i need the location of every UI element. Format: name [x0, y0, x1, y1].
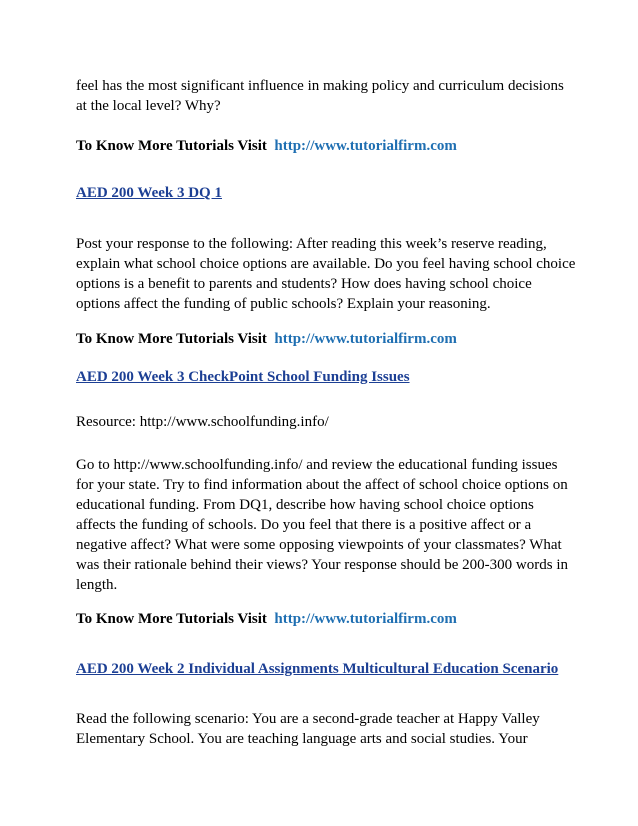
section-heading-link[interactable]: AED 200 Week 3 DQ 1	[76, 185, 222, 201]
resource-paragraph	[76, 412, 576, 432]
promo-prefix: To Know More Tutorials Visit	[76, 611, 267, 627]
text-line: Post your response to the following: After reading this week’s reserve reading,	[76, 236, 547, 252]
promo-prefix: To Know More Tutorials Visit	[76, 138, 267, 154]
section-paragraph	[76, 709, 576, 749]
section-heading-multicultural[interactable]	[76, 659, 576, 679]
section-paragraph	[76, 455, 576, 595]
text-line: feel has the most significant influence in making policy and curriculum decisions	[76, 78, 564, 94]
promo-line	[76, 329, 576, 349]
promo-prefix: To Know More Tutorials Visit	[76, 331, 267, 347]
section-heading-link[interactable]: AED 200 Week 3 CheckPoint School Funding Issues	[76, 369, 410, 385]
text-line: explain what school choice options are available. Do you feel having school choice	[76, 256, 576, 272]
text-line: options is a benefit to parents and students? How does having school choice	[76, 276, 532, 292]
text-line: at the local level? Why?	[76, 98, 221, 114]
promo-line	[76, 136, 576, 156]
intro-paragraph	[76, 76, 576, 116]
section-heading-checkpoint[interactable]	[76, 367, 576, 387]
section-heading-link[interactable]: AED 200 Week 2 Individual Assignments Multicultural Education Scenario	[76, 661, 559, 677]
promo-line	[76, 609, 576, 629]
text-line: Read the following scenario: You are a second-grade teacher at Happy Valley	[76, 711, 540, 727]
tutorial-link[interactable]: http://www.tutorialfirm.com	[274, 611, 457, 627]
text-line: options affect the funding of public schools? Explain your reasoning.	[76, 296, 491, 312]
text-line: educational funding. From DQ1, describe how having school choice options	[76, 497, 534, 513]
tutorial-link[interactable]: http://www.tutorialfirm.com	[274, 138, 457, 154]
tutorial-link[interactable]: http://www.tutorialfirm.com	[274, 331, 457, 347]
text-line: length.	[76, 577, 118, 593]
text-line: for your state. Try to find information about the affect of school choice options on	[76, 477, 568, 493]
text-line: Go to http://www.schoolfunding.info/ and review the educational funding issues	[76, 457, 558, 473]
text-line: negative affect? What were some opposing viewpoints of your classmates? What	[76, 537, 562, 553]
text-line: Resource: http://www.schoolfunding.info/	[76, 414, 329, 430]
section-heading-dq1[interactable]	[76, 183, 576, 203]
text-line: affects the funding of schools. Do you feel that there is a positive affect or a	[76, 517, 532, 533]
text-line: Elementary School. You are teaching language arts and social studies. Your	[76, 731, 528, 747]
section-paragraph	[76, 234, 576, 314]
text-line: was their rationale behind their views? Your response should be 200-300 words in	[76, 557, 568, 573]
